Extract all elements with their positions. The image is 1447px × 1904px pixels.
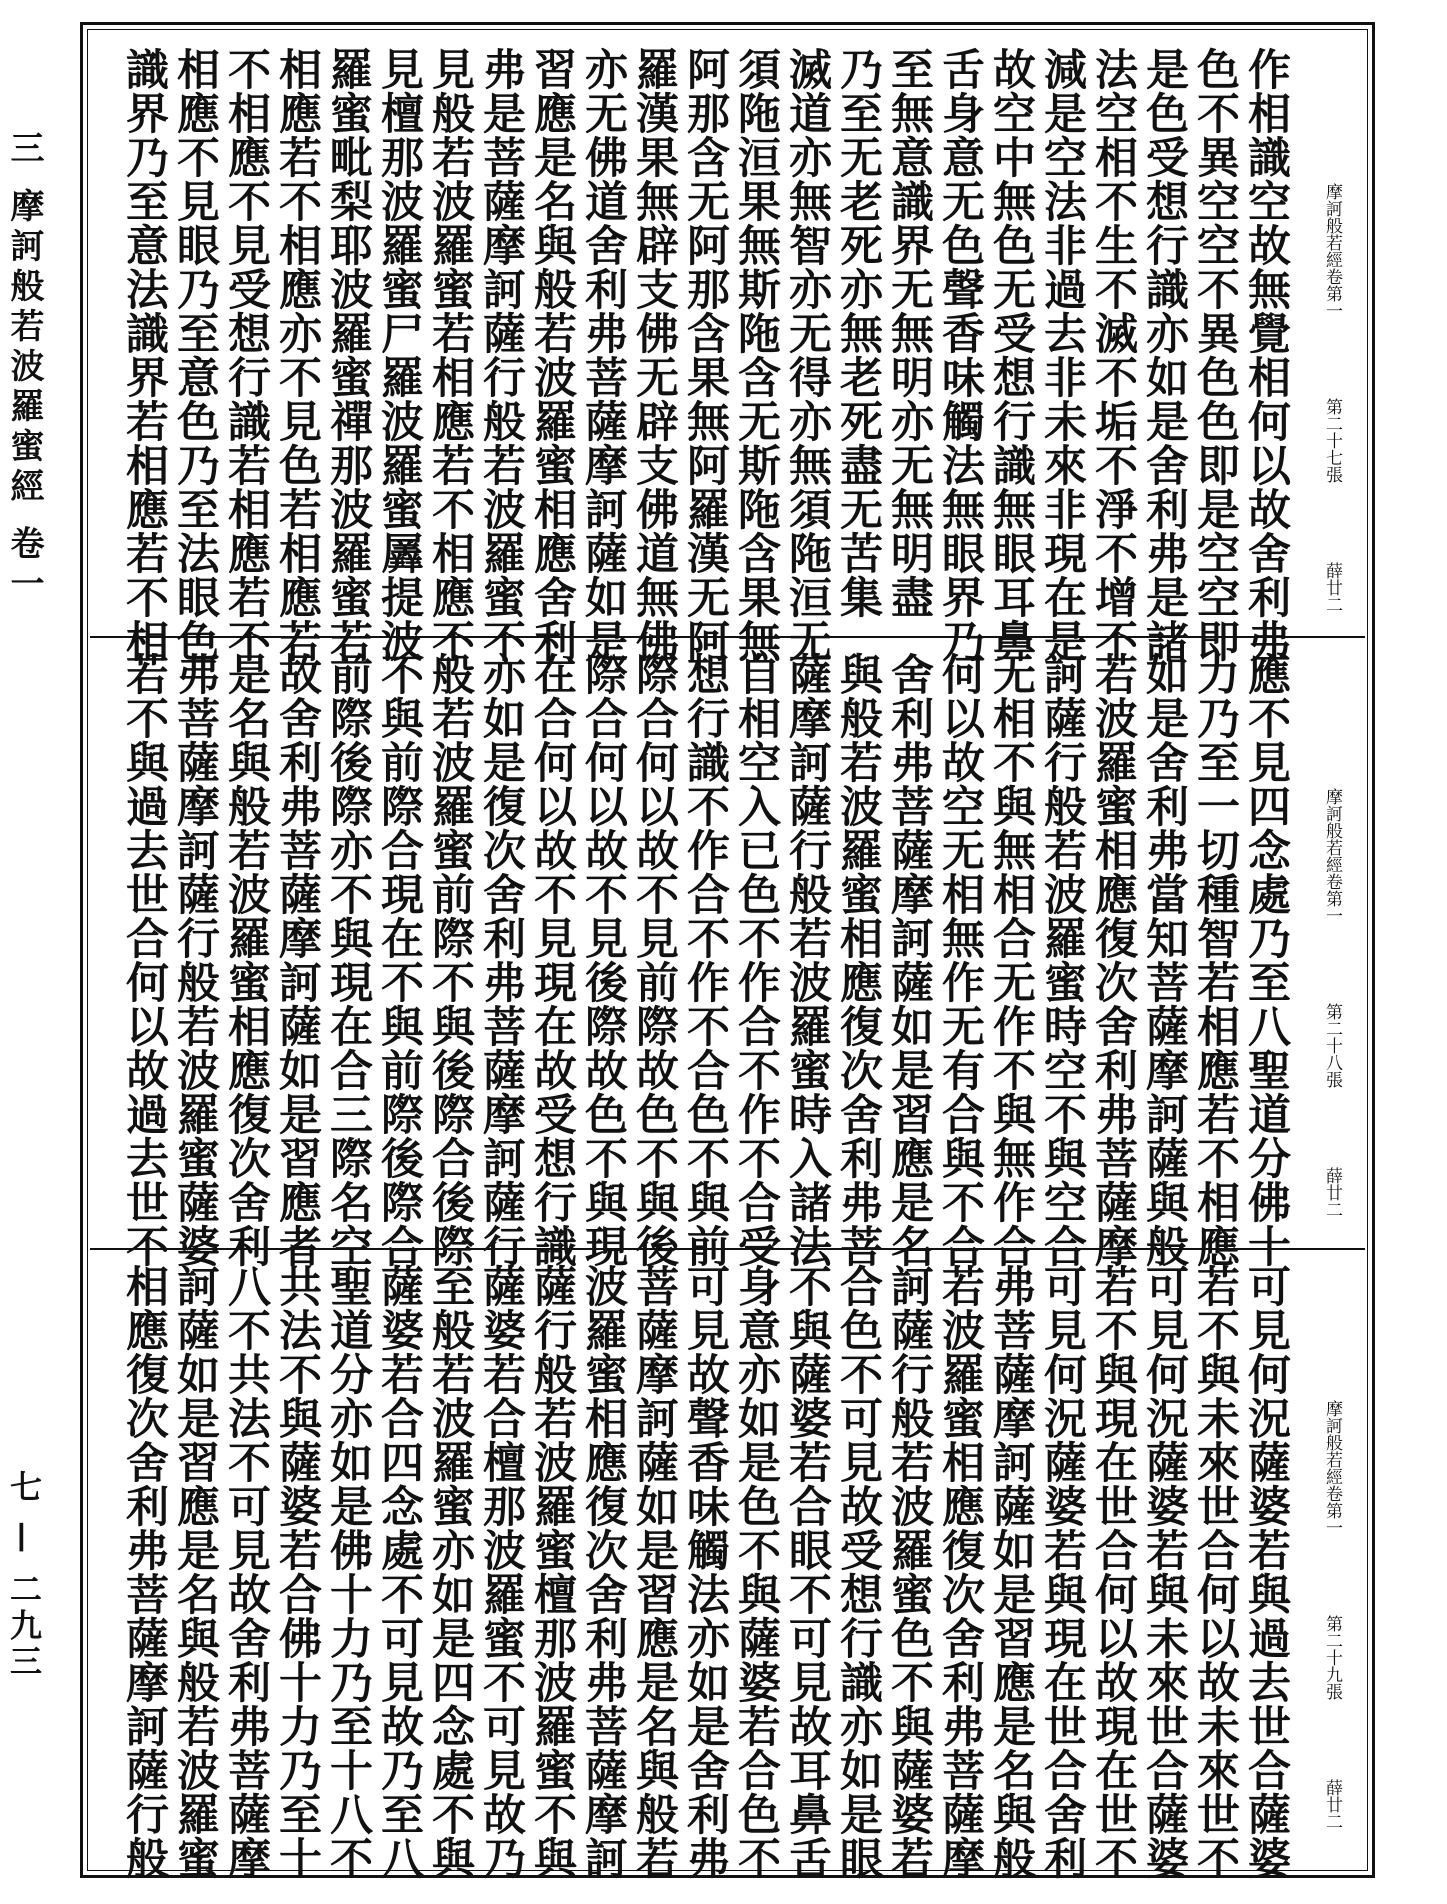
text-column: 无相不與無相合无作不與無作合 bbox=[986, 652, 1036, 1268]
text-column: 是名與般若波羅蜜相應復次舍利 bbox=[221, 652, 271, 1268]
running-heading bbox=[1319, 788, 1345, 1218]
text-column: 薩行般若波羅蜜檀那波羅蜜不與 bbox=[527, 1264, 577, 1880]
margin-title: 三 摩訶般若波羅蜜經 卷一 bbox=[4, 130, 44, 606]
text-column: 若波羅蜜相應復次舍利弗菩薩摩 bbox=[1088, 652, 1138, 1268]
text-column: 般若波羅蜜前際不與後際合後際 bbox=[425, 652, 475, 1268]
text-column: 若不與未來世合何以故未來世不 bbox=[1190, 1264, 1240, 1880]
text-column: 若波羅蜜相應復次舍利弗菩薩摩 bbox=[935, 1264, 985, 1880]
text-column: 羅蜜毗梨耶波羅蜜禪那波羅蜜若 bbox=[323, 47, 373, 663]
text-column: 訶薩行般若波羅蜜時空不與空合 bbox=[1037, 652, 1087, 1268]
text-column: 若不與過去世合何以故過去世不 bbox=[119, 652, 169, 1268]
text-column: 見般若波羅蜜若相應若不相應不 bbox=[425, 47, 475, 663]
text-column: 應不見四念處乃至八聖道分佛十 bbox=[1241, 652, 1291, 1268]
margin-page-number: 七 — 二九三 bbox=[5, 1470, 43, 1681]
text-column: 合色不可見故受想行識亦如是眼 bbox=[833, 1264, 883, 1880]
text-column: 習應是名與般若波羅蜜相應舍利 bbox=[527, 47, 577, 663]
text-column: 可見故聲香味觸法亦如是舍利弗 bbox=[680, 1264, 730, 1880]
text-column: 乃至无老死亦無老死盡无苦集 bbox=[833, 47, 883, 619]
text-column: 如是舍利弗當知菩薩摩訶薩與般 bbox=[1139, 652, 1189, 1268]
text-column: 至無意識界无無明亦无無明盡 bbox=[884, 47, 934, 619]
text-column: 若不與現在世合何以故現在世不 bbox=[1088, 1264, 1138, 1880]
text-column: 際合何以故不見前際故色不與後 bbox=[629, 652, 679, 1268]
text-column: 至般若波羅蜜亦如是四念處不與 bbox=[425, 1264, 475, 1880]
text-column: 不與前際合現在不與前際後際合 bbox=[374, 652, 424, 1268]
text-column: 滅道亦無智亦无得亦無須陁洹无 bbox=[782, 47, 832, 663]
running-heading bbox=[1319, 183, 1345, 613]
text-column: 色不異空空不異色色即是空空即 bbox=[1190, 47, 1240, 663]
text-column: 訶薩如是習應是名與般若波羅蜜 bbox=[170, 1264, 220, 1880]
text-column: 是色受想行識亦如是舍利弗是諸 bbox=[1139, 47, 1189, 663]
text-column: 亦无佛道舍利弗菩薩摩訶薩如是 bbox=[578, 47, 628, 663]
text-column: 在合何以故不見現在故受想行識 bbox=[527, 652, 577, 1268]
text-column: 舍利弗菩薩摩訶薩如是習應是名 bbox=[884, 652, 934, 1268]
running-sheet: 第二十七張 bbox=[1322, 398, 1342, 483]
text-column: 故舍利弗菩薩摩訶薩如是習應者 bbox=[272, 652, 322, 1268]
panel-2 bbox=[90, 636, 1365, 1268]
text-column: 弗菩薩摩訶薩行般若波羅蜜薩婆 bbox=[170, 652, 220, 1268]
text-column: 故空中無色无受想行識無眼耳鼻 bbox=[986, 47, 1036, 663]
text-column: 可見何況薩婆若與過去世合薩婆 bbox=[1241, 1264, 1291, 1880]
text-columns bbox=[119, 652, 1291, 1268]
text-column: 自相空入已色不作合不作不合受 bbox=[731, 652, 781, 1268]
text-column: 亦如是復次舍利弗菩薩摩訶薩行 bbox=[476, 652, 526, 1268]
running-heading bbox=[1319, 1400, 1345, 1830]
text-column: 波羅蜜相應復次舍利弗菩薩摩訶 bbox=[578, 1264, 628, 1880]
text-column: 羅漢果無辟支佛无辟支佛道無佛 bbox=[629, 47, 679, 663]
running-title: 摩訶般若經卷第一 bbox=[1322, 788, 1342, 924]
text-column: 減是空法非過去非未來非現在是 bbox=[1037, 47, 1087, 663]
text-column: 弗是菩薩摩訶薩行般若波羅蜜不 bbox=[476, 47, 526, 663]
text-column: 法空相不生不滅不垢不淨不增不 bbox=[1088, 47, 1138, 663]
running-mark: 薛廿二 bbox=[1322, 562, 1342, 613]
text-column: 薩婆若合檀那波羅蜜不可見故乃 bbox=[476, 1264, 526, 1880]
text-column: 薩摩訶薩行般若波羅蜜時入諸法 bbox=[782, 652, 832, 1268]
text-column: 薩婆若合四念處不可見故乃至八 bbox=[374, 1264, 424, 1880]
text-column: 相應復次舍利弗菩薩摩訶薩行般 bbox=[119, 1264, 169, 1880]
text-column: 相應不見眼乃至意色乃至法眼色 bbox=[170, 47, 220, 663]
text-column: 可見何況薩婆若與現在世合舍利 bbox=[1037, 1264, 1087, 1880]
running-title: 摩訶般若經卷第一 bbox=[1322, 1400, 1342, 1536]
text-columns bbox=[119, 47, 1291, 663]
running-title: 摩訶般若經卷第一 bbox=[1322, 183, 1342, 319]
text-column: 不相應不見受想行識若相應若不 bbox=[221, 47, 271, 663]
running-mark: 薛廿二 bbox=[1322, 1167, 1342, 1218]
text-column: 見檀那波羅蜜尸羅波羅蜜羼提波 bbox=[374, 47, 424, 663]
panel-1 bbox=[90, 33, 1365, 663]
panel-3 bbox=[90, 1248, 1365, 1880]
text-column: 識界乃至意法識界若相應若不相 bbox=[119, 47, 169, 663]
running-mark: 薛廿二 bbox=[1322, 1779, 1342, 1830]
text-column: 可見何況薩婆若與未來世合薩婆 bbox=[1139, 1264, 1189, 1880]
text-column: 作相識空故無覺相何以故舍利弗 bbox=[1241, 47, 1291, 663]
text-column: 與般若波羅蜜相應復次舍利弗菩 bbox=[833, 652, 883, 1268]
text-column: 身意亦如是色不與薩婆若合色不 bbox=[731, 1264, 781, 1880]
text-column: 共法不與薩婆若合佛十力乃至十 bbox=[272, 1264, 322, 1880]
page-frame bbox=[80, 22, 1375, 1878]
text-column: 何以故空无相無作无有合與不合 bbox=[935, 652, 985, 1268]
text-column: 舌身意无色聲香味觸法無眼界乃 bbox=[935, 47, 985, 663]
running-sheet: 第二十八張 bbox=[1322, 1003, 1342, 1088]
text-column: 阿那含无阿那含果無阿羅漢无阿 bbox=[680, 47, 730, 663]
text-column: 不與薩婆若合眼不可見故耳鼻舌 bbox=[782, 1264, 832, 1880]
running-sheet: 第二十九張 bbox=[1322, 1615, 1342, 1700]
text-column: 相應若不相應亦不見色若相應若 bbox=[272, 47, 322, 663]
text-column: 前際後際亦不與現在合三際名空 bbox=[323, 652, 373, 1268]
text-columns bbox=[119, 1264, 1291, 1880]
text-column: 聖道分亦如是佛十力乃至十八不 bbox=[323, 1264, 373, 1880]
text-column: 想行識不作合不作不合色不與前 bbox=[680, 652, 730, 1268]
text-column: 際合何以故不見後際故色不與現 bbox=[578, 652, 628, 1268]
text-column: 訶薩行般若波羅蜜色不與薩婆若 bbox=[884, 1264, 934, 1880]
text-column: 須陁洹果無斯陁含无斯陁含果無 bbox=[731, 47, 781, 663]
text-column: 力乃至一切種智若相應若不相應 bbox=[1190, 652, 1240, 1268]
text-column: 八不共法不可見故舍利弗菩薩摩 bbox=[221, 1264, 271, 1880]
text-column: 弗菩薩摩訶薩如是習應是名與般 bbox=[986, 1264, 1036, 1880]
text-column: 菩薩摩訶薩如是習應是名與般若 bbox=[629, 1264, 679, 1880]
